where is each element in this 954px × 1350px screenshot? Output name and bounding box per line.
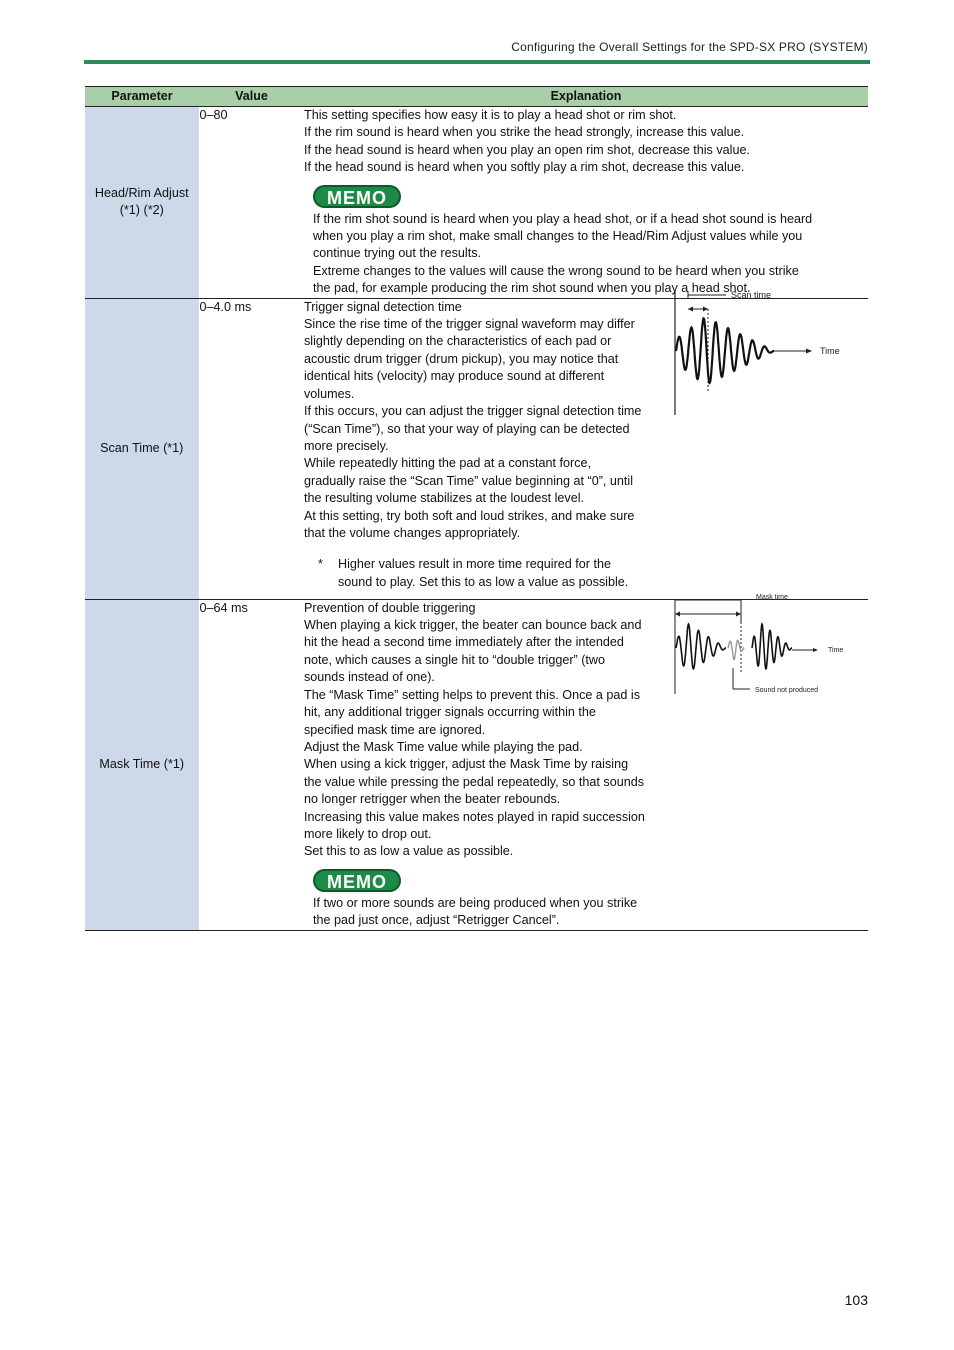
explanation-line: more likely to drop out. [304,826,432,841]
explanation-line: acoustic drum trigger (drum pickup), you may notice that [304,351,619,366]
memo-text [304,895,674,930]
explanation-line: the value while pressing the pedal repeatedly, so that sounds [304,774,645,789]
memo-line: If the rim shot sound is heard when you play a head shot, or if a head shot sound is heard [313,211,813,226]
table-row [85,599,868,930]
trigger-waveform [676,624,726,669]
header-rule [84,60,870,64]
parameter-explanation [304,289,868,599]
memo-text [304,211,868,298]
explanation-line: Trigger signal detection time [304,299,462,314]
explanation-line: specified mask time are ignored. [304,722,486,737]
time-axis-label: Time [820,345,840,356]
explanation-line: hit the head a second time immediately after the intended [304,635,624,650]
mask-time-diagram [674,592,860,702]
explanation-line: gradually raise the “Scan Time” value beginning at “0”, until [304,473,634,488]
parameter-name: Mask Time (*1) [85,599,199,930]
memo-line: Extreme changes to the values will cause the wrong sound to be heard when you strike [313,263,799,278]
scan-time-diagram [674,289,860,424]
explanation-line: The “Mask Time” setting helps to prevent this. Once a pad is [304,687,640,702]
memo-badge: MEMO [313,869,401,892]
explanation-line: When playing a kick trigger, the beater can bounce back and [304,618,642,633]
sound-not-produced-label: Sound not produced [755,686,819,694]
explanation-line: the resulting volume stabilizes at the loudest level. [304,491,585,506]
explanation-line: volumes. [304,386,355,401]
trigger-waveform [752,624,792,669]
parameter-name: Scan Time (*1) [85,298,199,599]
parameter-name: Head/Rim Adjust (*1) (*2) [85,107,199,299]
explanation-line: Adjust the Mask Time value while playing the pad. [304,739,583,754]
asterisk-icon: * [318,557,323,572]
time-axis-label: Time [828,646,844,654]
explanation-line: Set this to as low a value as possible. [304,844,514,859]
explanation-line: While repeatedly hitting the pad at a constant force, [304,456,592,471]
explanation-line: note, which causes a single hit to “double trigger” (two [304,652,606,667]
mask-time-label: Mask time [756,593,788,601]
explanation-line: At this setting, try both soft and loud strikes, and make sure [304,508,635,523]
ignored-waveform [728,640,744,659]
column-header-parameter: Parameter [85,87,199,107]
memo-badge: MEMO [313,185,401,208]
table-row [85,298,868,599]
memo-line: If two or more sounds are being produced when you strike [313,895,638,910]
explanation-line: identical hits (velocity) may produce sound at different [304,369,605,384]
parameter-value: 0–80 [199,107,304,299]
explanation-line: slightly depending on the characteristics of each pad or [304,334,612,349]
trigger-waveform [676,318,774,383]
explanation-line: no longer retrigger when the beater rebounds. [304,792,561,807]
parameter-explanation [304,593,868,930]
note-line: Higher values result in more time required for the [338,557,611,572]
explanation-line: that the volume changes appropriately. [304,525,521,540]
memo-line: the pad just once, adjust “Retrigger Cancel”. [313,913,560,928]
scan-time-label: Scan time [731,289,772,300]
explanation-line: When using a kick trigger, adjust the Mask Time by raising [304,757,629,772]
parameter-value: 0–64 ms [199,599,304,930]
explanation-line: If the head sound is heard when you play an open rim shot, decrease this value. [304,142,750,157]
explanation-line: Prevention of double triggering [304,600,476,615]
memo-line: the pad, for example producing the rim shot sound when you play a head shot. [313,281,751,296]
running-title: Configuring the Overall Settings for the SPD-SX PRO (SYSTEM) [511,40,868,54]
table-header-row [85,87,868,107]
explanation-line: hit, any additional trigger signals occurring within the [304,705,596,720]
memo-line: when you play a rim shot, make small changes to the Head/Rim Adjust values while you [313,229,803,244]
memo-line: continue trying out the results. [313,246,482,261]
explanation-line: If this occurs, you can adjust the trigger signal detection time [304,404,642,419]
table-row [85,107,868,299]
parameter-value: 0–4.0 ms [199,298,304,599]
explanation-line: This setting specifies how easy it is to play a head shot or rim shot. [304,108,677,122]
parameter-table [85,86,868,931]
column-header-explanation: Explanation [304,87,868,107]
column-header-value: Value [199,87,304,107]
note-line: sound to play. Set this to as low a value as possible. [338,574,629,589]
page-number: 103 [844,1292,868,1308]
explanation-line: Increasing this value makes notes played in rapid succession [304,809,645,824]
parameter-explanation [304,107,868,299]
explanation-line: If the rim sound is heard when you strike the head strongly, increase this value. [304,125,745,140]
explanation-line: sounds instead of one). [304,670,435,685]
explanation-line: Since the rise time of the trigger signal waveform may differ [304,317,635,332]
caution-note [318,556,674,591]
explanation-line: If the head sound is heard when you softly play a rim shot, decrease this value. [304,160,745,175]
explanation-line: more precisely. [304,438,389,453]
explanation-line: (“Scan Time”), so that your way of playing can be detected [304,421,630,436]
